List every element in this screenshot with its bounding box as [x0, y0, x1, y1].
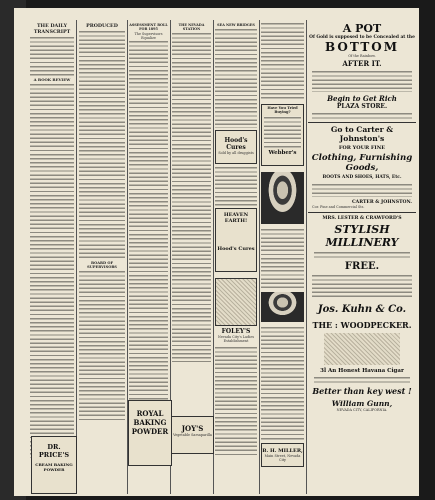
ad-title: HEAVEN: [223, 212, 249, 218]
portrait-illustration: [261, 292, 304, 322]
column-heading: THE NEVADA STATION: [178, 23, 205, 31]
ad-title: Have You Tried Buying?: [267, 106, 298, 114]
stylish-text: STYLISH MILLINERY: [325, 223, 399, 249]
text-block: [215, 166, 257, 206]
column-1: [30, 22, 74, 492]
bottom-text: BOTTOM: [325, 40, 399, 54]
ad-subtitle: BAKING: [133, 418, 167, 427]
pot-subtitle: Of Gold is supposed to be Concealed at the: [309, 35, 415, 40]
ad-subtitle: POWDER: [131, 427, 169, 436]
ad-title: B. H. MILLER,: [262, 448, 303, 454]
newspaper-page: [14, 8, 419, 496]
ad-heaven-earth: [215, 208, 257, 272]
text-block: [261, 22, 304, 100]
column-rule: [306, 20, 307, 494]
column-rule: [76, 20, 77, 494]
text-block: [261, 326, 304, 441]
ad-title: FOLEY'S: [221, 328, 251, 335]
plaza-text: PLAZA STORE.: [336, 103, 388, 110]
ad-miller: [261, 443, 304, 467]
begin-text: Begin to Get Rich: [327, 94, 397, 103]
ad-foleys-illustration: [215, 278, 257, 326]
carter-address: Cor. Pine and Commercial Sts.: [312, 205, 365, 209]
kuhn-logo: Jos. Kuhn & Co.: [317, 304, 407, 315]
carter-text: CARTER & JOHNSTON.: [352, 200, 412, 205]
section-heading: A BOOK REVIEW: [33, 77, 71, 82]
ad-subtitle: Vegetable Sarsaparilla: [173, 433, 212, 437]
rainbow-text: Of the Rainbow.: [348, 54, 376, 58]
column-5: [215, 22, 257, 492]
masthead-title: THE DAILY TRANSCRIPT: [33, 23, 71, 35]
text-block: [264, 116, 301, 148]
woodpecker-text: THE : WOODPECKER.: [312, 320, 412, 330]
text-block: [215, 28, 257, 128]
column-subheading: The Supervisors Equalize: [134, 32, 163, 40]
text-block: [79, 270, 125, 422]
ad-joys: [171, 416, 214, 454]
ad-title: Webber's: [268, 150, 297, 156]
text-block: [79, 30, 125, 260]
text-block: [314, 376, 410, 384]
after-text: AFTER IT.: [342, 59, 382, 68]
ad-title: Hood's Cures: [217, 246, 255, 252]
column-heading: PRODUCED: [86, 23, 118, 29]
text-block: [312, 112, 412, 120]
ad-notice: [261, 104, 304, 166]
column-6: [261, 22, 304, 492]
text-block: [261, 228, 304, 288]
ad-dr-price: [31, 436, 77, 494]
column-heading: ASSESSMENT ROLL FOR 1895: [129, 23, 168, 31]
ad-title: Hood's Cures: [224, 137, 248, 151]
boots-text: BOOTS AND SHOES, HATS, Etc.: [322, 175, 402, 180]
ad-subtitle: Nevada City's Ladies Establishment: [217, 335, 255, 343]
text-block: [30, 83, 74, 458]
better-text: Better than key west !: [312, 386, 412, 396]
section-heading: BOARD OF SUPERVISORS: [87, 261, 117, 269]
column-rule: [259, 20, 260, 494]
text-block: [314, 251, 410, 259]
text-block: [172, 32, 211, 362]
ad-royal-baking-powder: [128, 400, 172, 466]
ad-title: JOY'S: [181, 424, 204, 433]
free-text: FREE.: [344, 261, 380, 272]
ad-title: EARTH!: [224, 218, 248, 224]
ad-title: DR. PRICE'S: [38, 443, 70, 459]
column-2: [79, 22, 125, 492]
goto-text: Go to Carter & Johnston's: [330, 125, 394, 143]
mrs-text: MRS. LESTER & CRAWFORD'S: [322, 216, 402, 221]
text-block: [312, 183, 412, 197]
ad-hoods: [215, 130, 257, 164]
column-heading: SEA NEW BRIDGES: [217, 23, 255, 27]
havana-text: 3l An Honest Havana Cigar: [320, 368, 404, 374]
clothing-text: Clothing, Furnishing Goods,: [311, 153, 413, 173]
ad-subtitle: CREAM BAKING POWDER: [35, 462, 73, 472]
ad-title: ROYAL: [136, 409, 164, 418]
ad-subtitle: Main Street, Nevada City: [264, 454, 301, 462]
portrait-illustration: [261, 172, 304, 224]
nevada-text: NEVADA CITY, CALIFORNIA.: [336, 408, 388, 412]
ad-subtitle: Sold by all druggists: [218, 151, 254, 155]
fine-text: FOR YOUR FINE: [338, 145, 386, 151]
gunn-text: William Gunn,: [331, 399, 393, 408]
text-block: [30, 36, 74, 76]
text-block: [129, 40, 168, 410]
text-block: [215, 346, 257, 456]
pot-title: A POT: [342, 22, 382, 35]
text-block: [312, 274, 412, 300]
text-block: [312, 70, 412, 92]
right-ad-column: [308, 22, 416, 492]
woodpecker-illustration: [324, 333, 400, 365]
